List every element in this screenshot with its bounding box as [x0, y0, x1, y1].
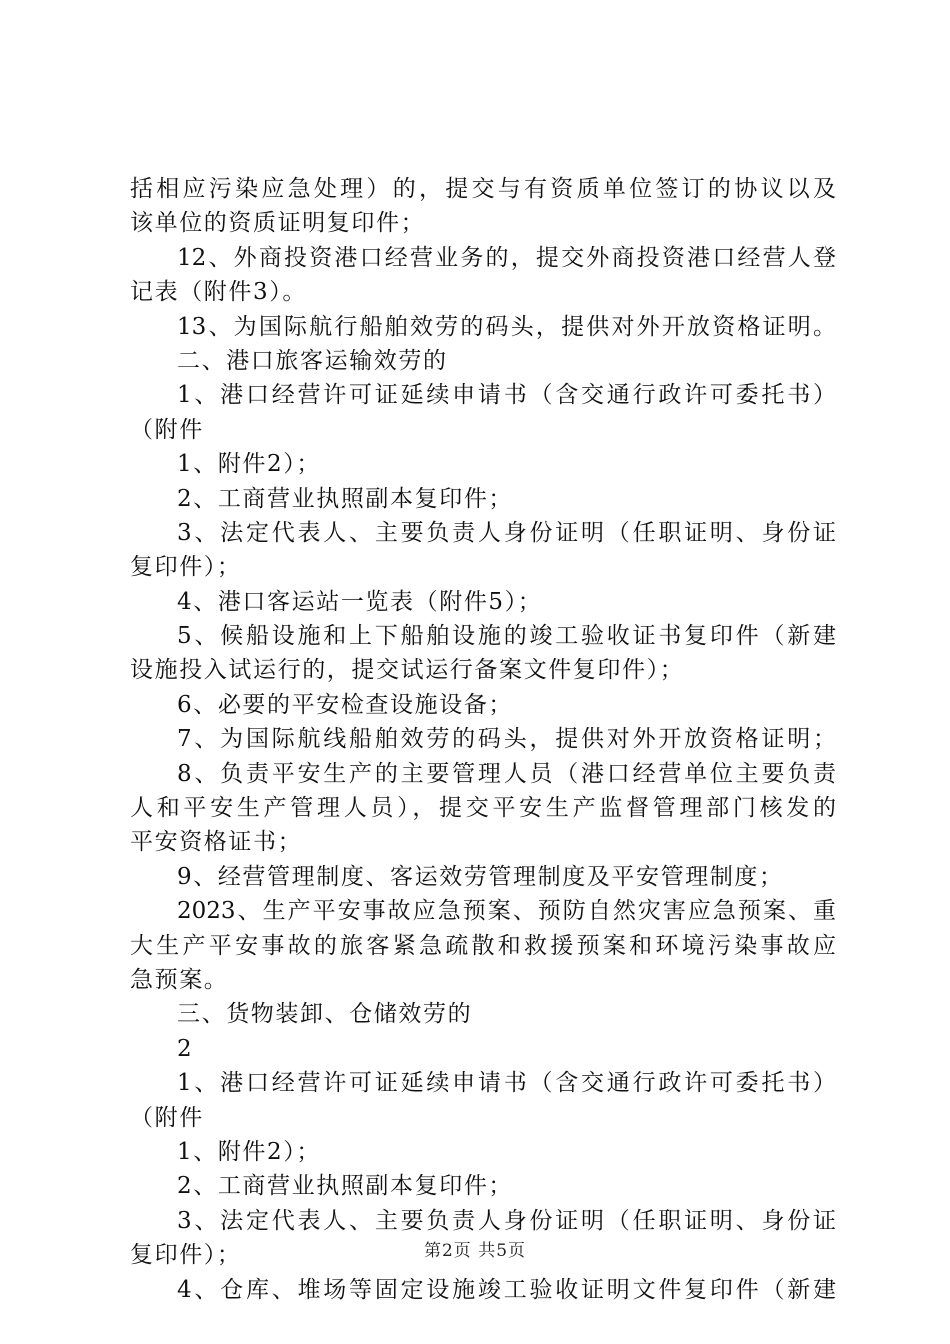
text-line: （附件: [130, 416, 204, 443]
page-number-footer: 第2页 共5页: [423, 1241, 527, 1261]
text-line: 大生产平安事故的旅客紧急疏散和救援预案和环境污染事故应: [130, 932, 836, 959]
text-line: 4、港口客运站一览表（附件5）；: [177, 588, 543, 615]
text-line: 4、仓库、堆场等固定设施竣工验收证明文件复印件（新建: [177, 1276, 836, 1303]
text-line: 1、附件2）；: [177, 451, 321, 478]
text-line: 2、工商营业执照副本复印件；: [177, 1173, 514, 1200]
text-line: 12、外商投资港口经营业务的，提交外商投资港口经营人登: [177, 244, 836, 271]
text-line: 急预案。: [130, 966, 229, 993]
text-line: 设施投入试运行的，提交试运行备案文件复印件）；: [130, 657, 685, 684]
text-line: 9、经营管理制度、客运效劳管理制度及平安管理制度；: [177, 863, 784, 890]
text-line: 1、港口经营许可证延续申请书（含交通行政许可委托书）: [177, 382, 836, 409]
text-line: 复印件）；: [130, 1242, 242, 1269]
text-line: 二、港口旅客运输效劳的: [177, 347, 448, 374]
text-line: 6、必要的平安检查设施设备；: [177, 691, 514, 718]
text-line: 5、候船设施和上下船舶设施的竣工验收证书复印件（新建: [177, 623, 836, 650]
text-line: 3、法定代表人、主要负责人身份证明（任职证明、身份证: [177, 519, 836, 546]
text-line: 13、为国际航行船舶效劳的码头，提供对外开放资格证明。: [177, 313, 836, 340]
document-body: [130, 172, 836, 1307]
text-line: 7、为国际航线船舶效劳的码头，提供对外开放资格证明；: [177, 726, 836, 753]
text-line: 3、法定代表人、主要负责人身份证明（任职证明、身份证: [177, 1207, 836, 1234]
text-line: 平安资格证书；: [130, 829, 303, 856]
text-line: 复印件）；: [130, 554, 242, 581]
text-line: 8、负责平安生产的主要管理人员（港口经营单位主要负责: [177, 760, 836, 787]
text-line: （附件: [130, 1104, 204, 1131]
text-line: 2、工商营业执照副本复印件；: [177, 485, 514, 512]
text-line: 该单位的资质证明复印件；: [130, 210, 426, 237]
text-line: 2023、生产平安事故应急预案、预防自然灾害应急预案、重: [177, 898, 836, 925]
text-line: 1、港口经营许可证延续申请书（含交通行政许可委托书）: [177, 1070, 836, 1097]
text-line: 三、货物装卸、仓储效劳的: [177, 1001, 473, 1028]
text-line: 括相应污染应急处理）的，提交与有资质单位签订的协议以及: [130, 176, 836, 202]
text-line: 2: [177, 1035, 194, 1062]
text-line: 记表（附件3）。: [130, 279, 307, 306]
text-line: 人和平安生产管理人员），提交平安生产监督管理部门核发的: [130, 795, 836, 822]
text-line: 1、附件2）；: [177, 1138, 321, 1165]
